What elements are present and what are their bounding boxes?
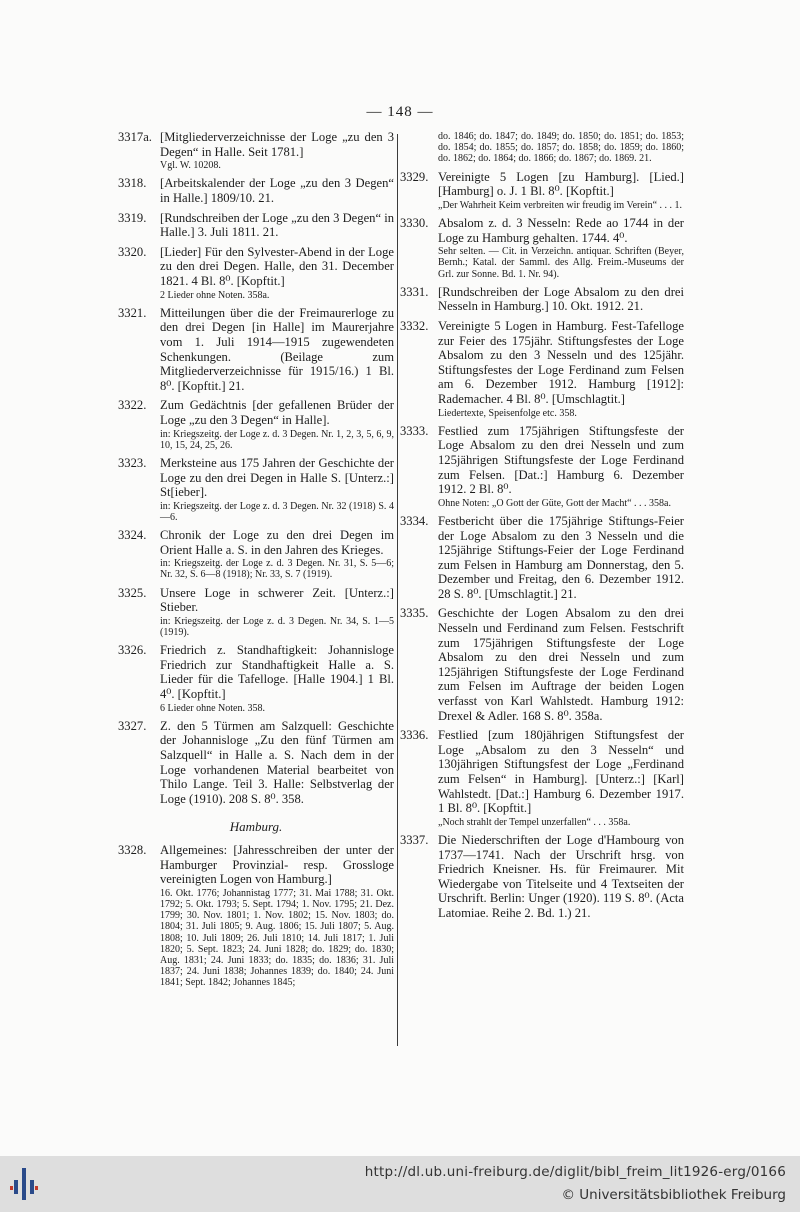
catalog-entry <box>118 398 394 451</box>
entry-note: Ohne Noten: „O Gott der Güte, Gott der Macht“ . . . 358a. <box>438 497 671 509</box>
entry-text: Festlied [zum 180jährigen Stiftungsfest der Loge „Absalom zu den 3 Nesseln“ und 130jährigen Stiftungsfest der Loge „Ferdinand zum Felsen“ in Hamburg]. [Unterz.:] [Karl] Wahlstedt. [Dat.:] Hamburg 6. Dezember 1917. 1 Bl. 8⁰. [Kopftit.] <box>438 728 684 816</box>
entry-number: 3335. <box>400 606 429 621</box>
entry-text: Absalom z. d. 3 Nesseln: Rede ao 1744 in der Loge zu Hamburg gehalten. 1744. 4⁰. <box>438 216 684 245</box>
entry-text: [Rundschreiben der Loge „zu den 3 Degen“ in Halle.] 3. Juli 1811. 21. <box>160 210 394 240</box>
entry-number: 3337. <box>400 833 429 847</box>
catalog-entry <box>118 456 394 523</box>
catalog-entry <box>400 285 684 314</box>
entry-note: in: Kriegszeitg. der Loge z. d. 3 Degen. Nr. 31, S. 5—6; Nr. 32, S. 6—8 (1918); Nr. 33, S. 7 (1919). <box>160 558 394 581</box>
entry-text: Z. den 5 Türmen am Salzquell: Geschichte der Johannisloge „Zu den fünf Türmen am Salzquell“ in Halle a. S. Nach dem in der Loge vorhandenen Material bearbeitet von Thilo Lange. Teil 3. Halle: Selbstverlag der Loge (1910). 208 S. 8⁰. 358. <box>160 718 394 806</box>
entry-note: in: Kriegszeitg. der Loge z. d. 3 Degen. Nr. 34, S. 1—5 (1919). <box>160 615 394 639</box>
entry-text: Festlied zum 175jährigen Stiftungsfeste der Loge Absalom zu den drei Nesseln und zum 125jährigen Stiftungsfeste der Loge Ferdinand zum Felsen. [Dat.:] Hamburg 6. Dezember 1912. 2 Bl. 8⁰. <box>438 423 684 497</box>
catalog-entry <box>118 245 394 301</box>
entry-number: 3332. <box>400 318 429 333</box>
entry-text: Vereinigte 5 Logen in Hamburg. Fest-Tafelloge zur Feier des 175jähr. Stiftungsfestes der Loge Absalom zu den 3 Nesseln und des 125jähr. Stiftungsfestes der Loge Ferdinand zum Felsen am 6. Dezember 1912. Hamburg [1912]: Rademacher. 4 Bl. 8⁰. [Umschlagtit.] <box>438 318 684 406</box>
page-number: — 148 — <box>366 104 434 120</box>
catalog-entry <box>118 643 394 714</box>
entry-number: 3321. <box>118 305 147 320</box>
catalog-entry <box>118 130 394 171</box>
catalog-entry <box>400 606 684 723</box>
entry-text: Mitteilungen über die der Freimaurerloge zu den drei Degen [in Halle] im Maurerjahre vom 1. Juli 1914—1915 zugewendeten Schenkungen. (Beilage zum Mitgliederverzeichnisse für 1915/16.) 1 Bl. 8⁰. [Kopftit.] 21. <box>160 305 394 393</box>
entry-text: Vereinigte 5 Logen [zu Hamburg]. [Lied.] [Hamburg] o. J. 1 Bl. 8⁰. [Kopftit.] <box>438 169 684 199</box>
catalog-entry <box>400 319 684 419</box>
section-heading: Hamburg. <box>229 819 283 835</box>
entry-note: 16. Okt. 1776; Johannistag 1777; 31. Mai 1788; 31. Okt. 1792; 5. Okt. 1793; 5. Sept. 1794; 1. Nov. 1795; 21. Dez. 1799; 30. Nov. 1801; 1. Nov. 1802; 15. Nov. 1803; do. 1804; 31. Juli 1805; 9. Aug. 1806; 15. Juli 1807; 5. Aug. 1808; 10. Juli 1809; 26. Juli 1810; 14. Juli 1817; 1. Juli 1820; 5. Sept. 1823; 24. Juni 1828; do. 1829; do. 1830; Aug. 1831; 24. Juni 1833; do. 1835; do. 1836; 31. Juli 1837; 24. Juni 1838; Johannes 1839; do. 1840; 24. Juni 1841; Sept. 1842; Johannes 1845; <box>160 887 394 989</box>
entry-number: 3319. <box>118 210 147 225</box>
entry-text: Chronik der Loge zu den drei Degen im Orient Halle a. S. in den Jahren des Krieges. <box>160 528 394 557</box>
entry-text: Unsere Loge in schwerer Zeit. [Unterz.:] Stieber. <box>160 585 394 615</box>
entry-number: 3317a. <box>118 130 152 144</box>
catalog-entry <box>400 131 684 165</box>
entry-number: 3334. <box>400 513 429 528</box>
entry-number: 3325. <box>118 585 147 600</box>
catalog-entry <box>400 833 684 921</box>
entry-number: 3326. <box>118 643 147 658</box>
entry-number: 3328. <box>118 843 147 858</box>
entry-number: 3336. <box>400 728 429 743</box>
catalog-entry <box>400 424 684 509</box>
catalog-entry <box>400 514 684 602</box>
catalog-entry <box>400 216 684 280</box>
catalog-entry <box>400 728 684 828</box>
entry-number: 3333. <box>400 423 429 438</box>
entry-text: [Lieder] Für den Sylvester-Abend in der Loge zu den drei Degen. Halle, den 31. December 1821. 4 Bl. 8⁰. [Kopftit.] <box>160 244 394 288</box>
entry-text: Zum Gedächtnis [der gefallenen Brüder der Loge „zu den 3 Degen“ in Halle]. <box>160 398 394 427</box>
entry-text: Merksteine aus 175 Jahren der Geschichte der Loge zu den drei Degen in Halle S. [Unterz.:] St[ieber]. <box>160 455 394 500</box>
column-divider <box>397 134 398 1046</box>
entry-note: Liedertexte, Speisenfolge etc. 358. <box>438 407 577 419</box>
entry-number: 3320. <box>118 244 147 259</box>
footer-url-link[interactable]: http://dl.ub.uni-freiburg.de/diglit/bibl_freim_lit1926-erg/0166 <box>364 1164 786 1180</box>
entry-text: [Mitgliederverzeichnisse der Loge „zu den 3 Degen“ in Halle. Seit 1781.] <box>160 130 394 159</box>
catalog-entry <box>118 843 394 989</box>
catalog-entry <box>118 306 394 394</box>
library-logo-icon <box>10 1166 38 1202</box>
entry-text: Friedrich z. Standhaftigkeit: Johannisloge Friedrich zur Standhaftigkeit Halle a. S. Lieder für die Tafelloge. [Halle 1904.] 1 Bl. 4⁰. [Kopftit.] <box>160 643 394 702</box>
catalog-entry <box>118 528 394 581</box>
entry-text: Geschichte der Logen Absalom zu den drei Nesseln und Ferdinand zum Felsen. Festschrift zum 175jährigen Stiftungsfeste der Loge Absalom zu den drei Nesseln und zum 125jährigen Stiftungsfeste der Loge Ferdinand zum Felsen im Auftrage der beiden Logen verfasst von Karl Wahlstedt. Hamburg 1912: Drexel & Adler. 168 S. 8⁰. 358a. <box>438 606 684 723</box>
entry-note: „Noch strahlt der Tempel unzerfallen“ . . . 358a. <box>438 816 631 828</box>
catalog-entry <box>118 719 394 807</box>
entry-number: 3329. <box>400 169 429 184</box>
entry-text: [Arbeitskalender der Loge „zu den 3 Degen“ in Halle.] 1809/10. 21. <box>160 176 394 205</box>
footer-bar <box>0 1156 800 1212</box>
entry-note: 6 Lieder ohne Noten. 358. <box>160 702 265 714</box>
entry-text: [Rundschreiben der Loge Absalom zu den drei Nesseln in Hamburg.] 10. Okt. 1912. 21. <box>438 284 684 314</box>
footer-copyright: © Universitätsbibliothek Freiburg <box>561 1187 786 1203</box>
entry-text: Festbericht über die 175jährige Stiftungs-Feier der Loge Absalom zu den 3 Nesseln und die 125jährige Stiftungs-Feier der Loge Ferdinand zum Felsen in Hamburg am Donnerstag, den 5. Dezember und Freitag, den 6. Dezember 1912. 28 S. 8⁰. [Umschlagtit.] 21. <box>438 513 684 601</box>
right-column <box>400 130 684 926</box>
catalog-entry <box>118 176 394 205</box>
entry-note: in: Kriegszeitg. der Loge z. d. 3 Degen. Nr. 32 (1918) S. 4—6. <box>160 500 394 523</box>
entry-number: 3327. <box>118 718 147 733</box>
entry-note: Sehr selten. — Cit. in Verzeichn. antiquar. Schriften (Beyer, Bernh.; Katal. der Samml. des Allg. Freim.-Museums der Grl. zur Sonne. Bd. 1. Nr. 94). <box>438 246 684 280</box>
entry-number: 3331. <box>400 284 429 299</box>
catalog-entry <box>400 170 684 211</box>
entry-number: 3322. <box>118 398 147 413</box>
catalog-entry <box>118 211 394 240</box>
entry-note: do. 1846; do. 1847; do. 1849; do. 1850; do. 1851; do. 1853; do. 1854; do. 1855; do. 1857; do. 1858; do. 1859; do. 1860; do. 1862; do. 1864; do. 1866; do. 1867; do. 1869. 21. <box>438 131 684 165</box>
entry-text: Die Niederschriften der Loge d'Hambourg von 1737—1741. Nach der Urschrift hrsg. von Friedrich Kneisner. Hs. für Freimaurer. Mit Wiedergabe von Titelseite und 4 Textseiten der Urschrift. Berlin: Unger (1920). 119 S. 8⁰. (Acta Latomiae. Reihe 2. Bd. 1.) 21. <box>438 833 684 920</box>
entry-number: 3330. <box>400 216 429 230</box>
entry-note: 2 Lieder ohne Noten. 358a. <box>160 289 270 301</box>
left-column <box>118 130 394 994</box>
entry-number: 3324. <box>118 528 147 543</box>
entry-text: Allgemeines: [Jahresschreiben der unter der Hamburger Provinzial- resp. Grossloge vereinigten Logen von Hamburg.] <box>160 843 394 887</box>
entry-number: 3323. <box>118 455 147 470</box>
entry-note: Vgl. W. 10208. <box>160 160 221 172</box>
catalog-entry <box>118 586 394 639</box>
entry-number: 3318. <box>118 176 147 191</box>
entry-note: „Der Wahrheit Keim verbreiten wir freudig im Verein“ . . . 1. <box>438 199 683 211</box>
entry-note: in: Kriegszeitg. der Loge z. d. 3 Degen. Nr. 1, 2, 3, 5, 6, 9, 10, 15, 24, 25, 26. <box>160 428 394 451</box>
